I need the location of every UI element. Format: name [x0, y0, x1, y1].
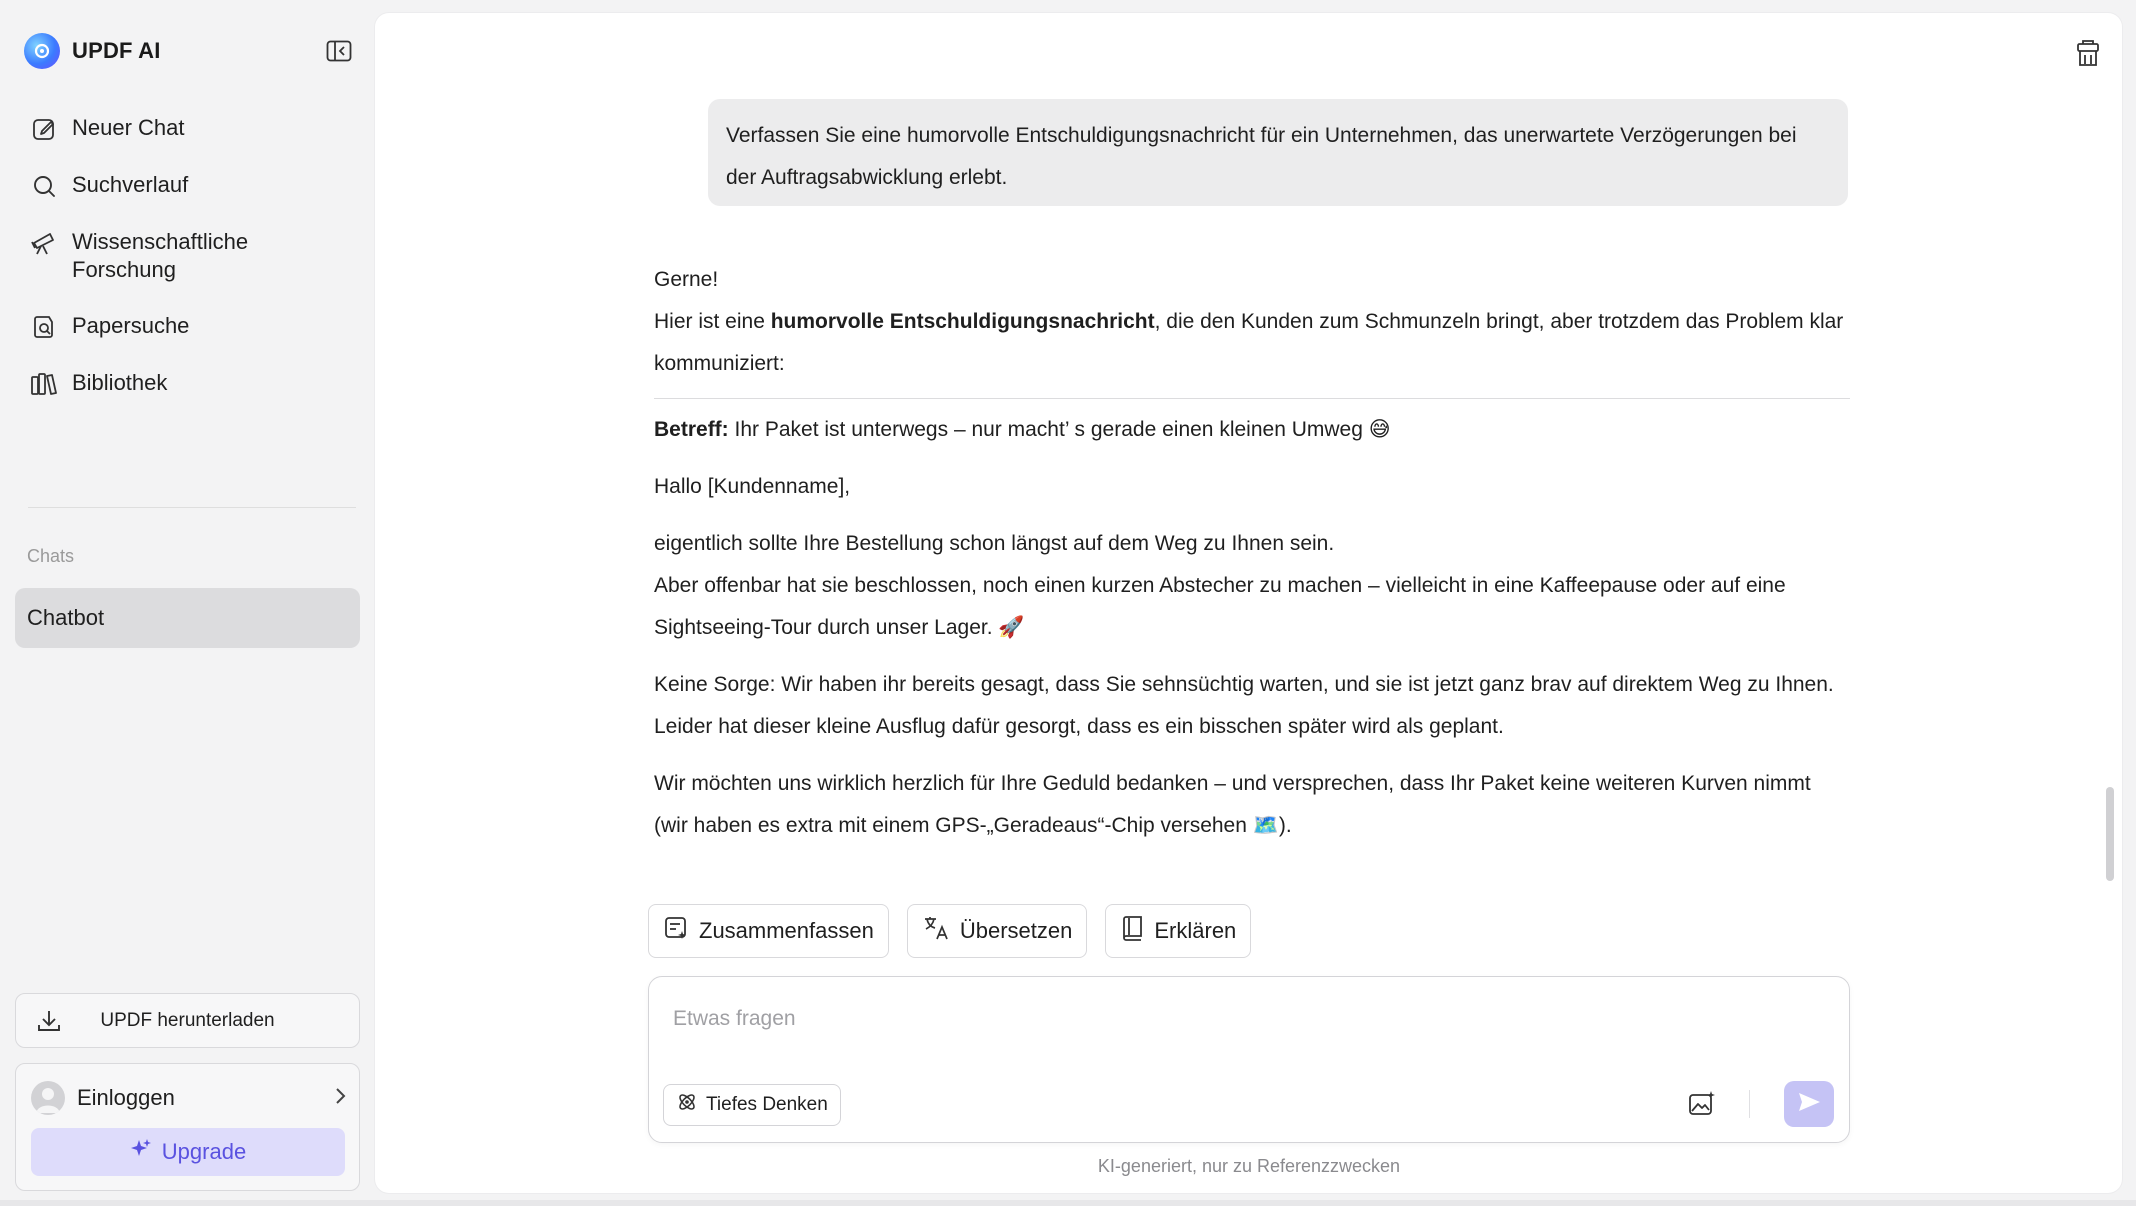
document-search-icon — [30, 313, 58, 341]
sidebar — [0, 0, 375, 1206]
translate-label: Übersetzen — [959, 918, 1073, 943]
image-upload-icon[interactable] — [1683, 1085, 1721, 1123]
sidebar-item-label: Neuer Chat — [72, 115, 185, 140]
updf-logo-icon — [24, 33, 60, 69]
deep-think-label: Tiefes Denken — [706, 1094, 828, 1115]
sidebar-item-label: Bibliothek — [72, 370, 168, 395]
answer-paragraph: Leider hat dieser kleine Ausflug dafür gesorgt, dass es ein bisschen später wird als geplant. — [654, 715, 1504, 738]
answer-text: Hier ist eine — [654, 310, 771, 333]
summarize-icon — [663, 915, 689, 947]
sidebar-nav — [14, 100, 360, 412]
edit-icon — [30, 115, 58, 143]
chat-panel — [375, 13, 2122, 1193]
answer-paragraph: eigentlich sollte Ihre Bestellung schon längst auf dem Weg zu Ihnen sein. — [654, 532, 1335, 555]
translate-icon — [922, 915, 950, 947]
send-button[interactable] — [1784, 1081, 1834, 1127]
sparkle-icon — [130, 1138, 152, 1166]
library-icon — [30, 370, 58, 398]
download-updf-button[interactable] — [15, 993, 360, 1048]
composer-divider — [1749, 1090, 1750, 1118]
sidebar-item-label: Wissenschaftliche Forschung — [72, 229, 249, 282]
disclaimer: KI-generiert, nur zu Referenzzwecken — [1097, 1156, 1401, 1176]
user-message: Verfassen Sie eine humorvolle Entschuldigungsnachricht für ein Unternehmen, das unerwartete Verzögerungen bei der Auftragsabwicklung erlebt. — [708, 99, 1848, 206]
chats-section-label: Chats — [27, 546, 75, 566]
upgrade-label: Upgrade — [161, 1139, 247, 1164]
answer-bold-text: humorvolle Entschuldigungsnachricht — [770, 310, 1155, 333]
search-icon — [30, 172, 58, 200]
avatar — [31, 1081, 65, 1115]
sidebar-item-new-chat[interactable] — [14, 100, 360, 157]
answer-text: , die den Kunden zum Schmunzeln bringt, aber trotzdem das Problem klar kommuniziert: — [654, 310, 1844, 375]
login-button[interactable] — [31, 1078, 347, 1118]
chevron-right-icon — [333, 1086, 347, 1111]
send-icon — [1796, 1090, 1822, 1119]
explain-button[interactable] — [1105, 904, 1251, 958]
answer-greeting: Hallo [Kundenname], — [654, 475, 851, 498]
translate-button[interactable] — [907, 904, 1088, 958]
answer-intro: Gerne! — [654, 268, 719, 291]
deep-think-toggle[interactable] — [663, 1084, 841, 1126]
assistant-message — [654, 259, 1850, 891]
account-card — [15, 1063, 360, 1191]
upgrade-button[interactable] — [31, 1128, 345, 1176]
answer-paragraph: Wir möchten uns wirklich herzlich für Ihre Geduld bedanken – und versprechen, dass Ihr Paket keine weiteren Kurven nimmt (wir haben es extra mit einem GPS-„Geradeaus“-Chip versehen 🗺️). — [654, 772, 1811, 837]
chat-item-chatbot[interactable]: Chatbot — [15, 588, 360, 648]
scrollbar[interactable] — [2106, 787, 2114, 881]
explain-label: Erklären — [1154, 918, 1237, 943]
book-icon — [1120, 915, 1144, 947]
window-bottom-edge — [0, 1200, 2136, 1206]
composer — [648, 976, 1850, 1143]
app-title: UPDF AI — [72, 38, 161, 63]
collapse-sidebar-icon[interactable] — [322, 36, 356, 66]
clear-chat-icon[interactable] — [2070, 35, 2106, 71]
answer-paragraph: Keine Sorge: Wir haben ihr bereits gesagt, dass Sie sehnsüchtig warten, und sie ist jetzt ganz brav auf direktem Weg zu Ihnen. — [654, 673, 1834, 696]
sidebar-divider — [28, 507, 356, 508]
sidebar-item-library[interactable] — [14, 355, 360, 412]
answer-intro-line — [654, 301, 1850, 385]
sidebar-item-search-history[interactable] — [14, 157, 360, 214]
summarize-button[interactable] — [648, 904, 889, 958]
answer-subject — [654, 409, 1850, 451]
download-label: UPDF herunterladen — [100, 1009, 275, 1031]
sidebar-item-label: Papersuche — [72, 313, 190, 338]
subject-label: Betreff: — [654, 418, 729, 441]
subject-text: Ihr Paket ist unterwegs – nur macht’ s gerade einen kleinen Umweg 😅 — [728, 418, 1391, 441]
atom-icon — [676, 1091, 698, 1119]
telescope-icon — [30, 229, 58, 257]
sidebar-item-research[interactable] — [14, 214, 360, 298]
quick-actions — [648, 904, 1251, 958]
answer-divider — [654, 398, 1850, 399]
sidebar-item-paper-search[interactable] — [14, 298, 360, 355]
chat-input[interactable] — [673, 1001, 1773, 1037]
download-icon — [34, 1006, 64, 1036]
answer-paragraph: Aber offenbar hat sie beschlossen, noch einen kurzen Abstecher zu machen – vielleicht in eine Kaffeepause oder auf eine Sightseeing-Tour durch unser Lager. 🚀 — [654, 574, 1786, 639]
brand[interactable] — [24, 32, 161, 70]
summarize-label: Zusammenfassen — [699, 918, 874, 943]
sidebar-item-label: Suchverlauf — [72, 172, 189, 197]
login-label: Einloggen — [77, 1085, 175, 1110]
